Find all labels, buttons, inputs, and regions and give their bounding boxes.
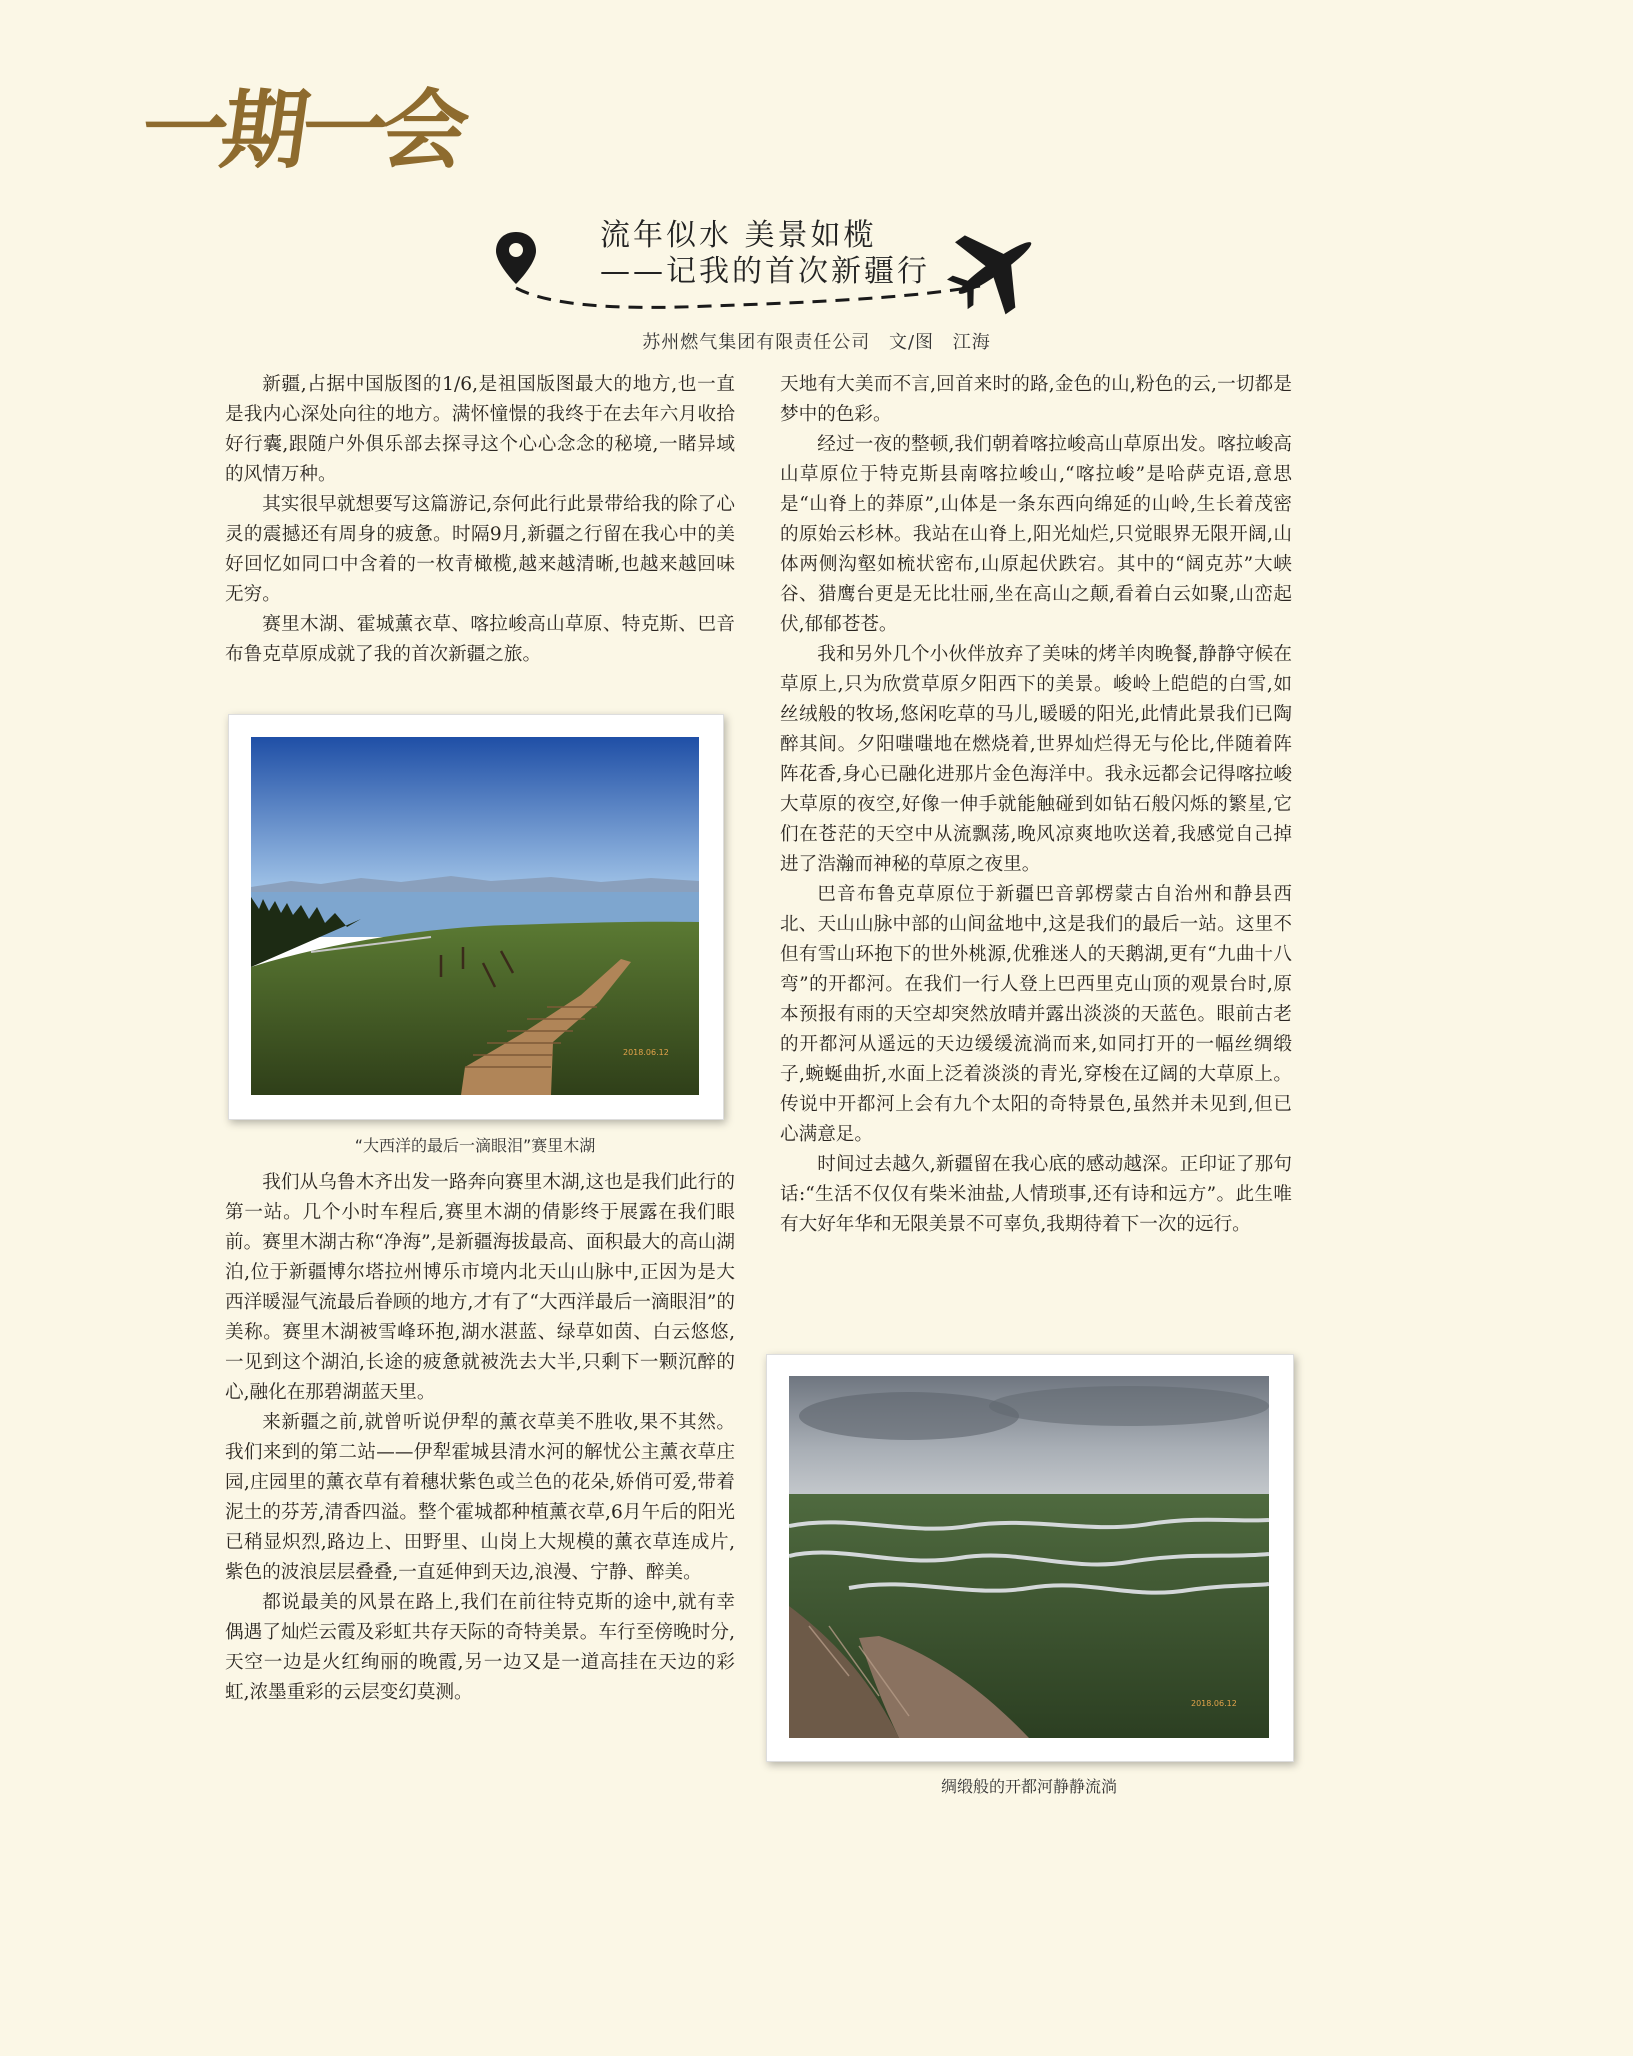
sayram-lake-photo xyxy=(251,737,699,1095)
paragraph: 其实很早就想要写这篇游记,奈何此行此景带给我的除了心灵的震撼还有周身的疲惫。时隔9月,新疆之行留在我心中的美好回忆如同口中含着的一枚青橄榄,越来越清晰,也越来越回味无穷。 xyxy=(225,494,735,605)
kaidu-river-photo xyxy=(789,1376,1269,1738)
left-column-bottom xyxy=(225,1168,735,1708)
paragraph-continuation: 天地有大美而不言,回首来时的路,金色的山,粉色的云,一切都是梦中的色彩。 xyxy=(780,374,1292,425)
paragraph: 时间过去越久,新疆留在我心底的感动越深。正印证了那句话:“生活不仅仅有柴米油盐,人情琐事,还有诗和远方”。此生唯有大好年华和无限美景不可辜负,我期待着下一次的远行。 xyxy=(780,1154,1292,1235)
photo-date-stamp: 2018.06.12 xyxy=(1191,1699,1237,1708)
paragraph: 新疆,占据中国版图的1/6,是祖国版图最大的地方,也一直是我内心深处向往的地方。满怀憧憬的我终于在去年六月收拾好行囊,跟随户外俱乐部去探寻这个心心念念的秘境,一睹异域的风情万种。 xyxy=(225,374,735,485)
photo-caption: “大西洋的最后一滴眼泪”赛里木湖 xyxy=(354,1136,596,1155)
paragraph: 巴音布鲁克草原位于新疆巴音郭楞蒙古自治州和静县西北、天山山脉中部的山间盆地中,这是我们的最后一站。这里不但有雪山环抱下的世外桃源,优雅迷人的天鹅湖,更有“九曲十八弯”的开都河。在我们一行人登上巴西里克山顶的观景台时,原本预报有雨的天空却突然放晴并露出淡淡的天蓝色。眼前古老的开都河从遥远的天边缓缓流淌而来,如同打开的一幅丝绸缎子,蜿蜒曲折,水面上泛着淡淡的青光,穿梭在辽阔的大草原上。传说中开都河上会有九个太阳的奇特景色,虽然并未见到,但已心满意足。 xyxy=(780,884,1292,1145)
paragraph: 赛里木湖、霍城薰衣草、喀拉峻高山草原、特克斯、巴音布鲁克草原成就了我的首次新疆之旅。 xyxy=(225,614,735,665)
airplane-icon xyxy=(932,218,1050,318)
paragraph: 来新疆之前,就曾听说伊犁的薰衣草美不胜收,果不其然。我们来到的第二站——伊犁霍城县清水河的解忧公主薰衣草庄园,庄园里的薰衣草有着穗状紫色或兰色的花朵,娇俏可爱,带着泥土的芬芳,清香四溢。整个霍城都种植薰衣草,6月午后的阳光已稍显炽烈,路边上、田野里、山岗上大规模的薰衣草连成片,紫色的波浪层层叠叠,一直延伸到天边,浪漫、宁静、醉美。 xyxy=(225,1412,735,1583)
photo-date-stamp: 2018.06.12 xyxy=(623,1048,669,1057)
left-column-top xyxy=(225,370,735,670)
photo-caption: 绸缎般的开都河静静流淌 xyxy=(940,1777,1117,1796)
byline xyxy=(0,328,1633,354)
paragraph: 经过一夜的整顿,我们朝着喀拉峻高山草原出发。喀拉峻高山草原位于特克斯县南喀拉峻山,“喀拉峻”是哈萨克语,意思是“山脊上的莽原”,山体是一条东西向绵延的山岭,生长着茂密的原始云杉林。我站在山脊上,阳光灿烂,只觉眼界无限开阔,山体两侧沟壑如梳状密布,山原起伏跌宕。其中的“阔克苏”大峡谷、猎鹰台更是无比壮丽,坐在高山之颠,看着白云如聚,山峦起伏,郁郁苍苍。 xyxy=(780,434,1292,635)
article-title: 流年似水 美景如榄 xyxy=(600,218,877,253)
byline-author: 江海 xyxy=(952,332,991,353)
paragraph: 我和另外几个小伙伴放弃了美味的烤羊肉晚餐,静静守候在草原上,只为欣赏草原夕阳西下的美景。峻岭上皑皑的白雪,如丝绒般的牧场,悠闲吃草的马儿,暖暖的阳光,此情此景我们已陶醉其间。夕阳嗤嗤地在燃烧着,世界灿烂得无与伦比,伴随着阵阵花香,身心已融化进那片金色海洋中。我永远都会记得喀拉峻大草原的夜空,好像一伸手就能触碰到如钻石般闪烁的繁星,它们在苍茫的天空中从流飘荡,晚风凉爽地吹送着,我感觉自己掉进了浩瀚而神秘的草原之夜里。 xyxy=(780,644,1292,875)
right-column xyxy=(780,370,1292,1240)
byline-organization: 苏州燃气集团有限责任公司 xyxy=(642,332,871,353)
location-pin-icon xyxy=(496,232,536,284)
article-subtitle: ——记我的首次新疆行 xyxy=(600,254,930,289)
paragraph: 都说最美的风景在路上,我们在前往特克斯的途中,就有幸偶遇了灿烂云霞及彩虹共存天际的奇特美景。车行至傍晚时分,天空一边是火红绚丽的晚霞,另一边又是一道高挂在天边的彩虹,浓墨重彩的云层变幻莫测。 xyxy=(225,1592,735,1703)
byline-credit-label: 文/图 xyxy=(888,332,935,353)
paragraph: 我们从乌鲁木齐出发一路奔向赛里木湖,这也是我们此行的第一站。几个小时车程后,赛里木湖的倩影终于展露在我们眼前。赛里木湖古称“净海”,是新疆海拔最高、面积最大的高山湖泊,位于新疆博尔塔拉州博乐市境内北天山山脉中,正因为是大西洋暖湿气流最后眷顾的地方,才有了“大西洋最后一滴眼泪”的美称。赛里木湖被雪峰环抱,湖水湛蓝、绿草如茵、白云悠悠,一见到这个湖泊,长途的疲惫就被洗去大半,只剩下一颗沉醉的心,融化在那碧湖蓝天里。 xyxy=(225,1172,735,1403)
column-title: 一期一会 xyxy=(134,80,470,181)
